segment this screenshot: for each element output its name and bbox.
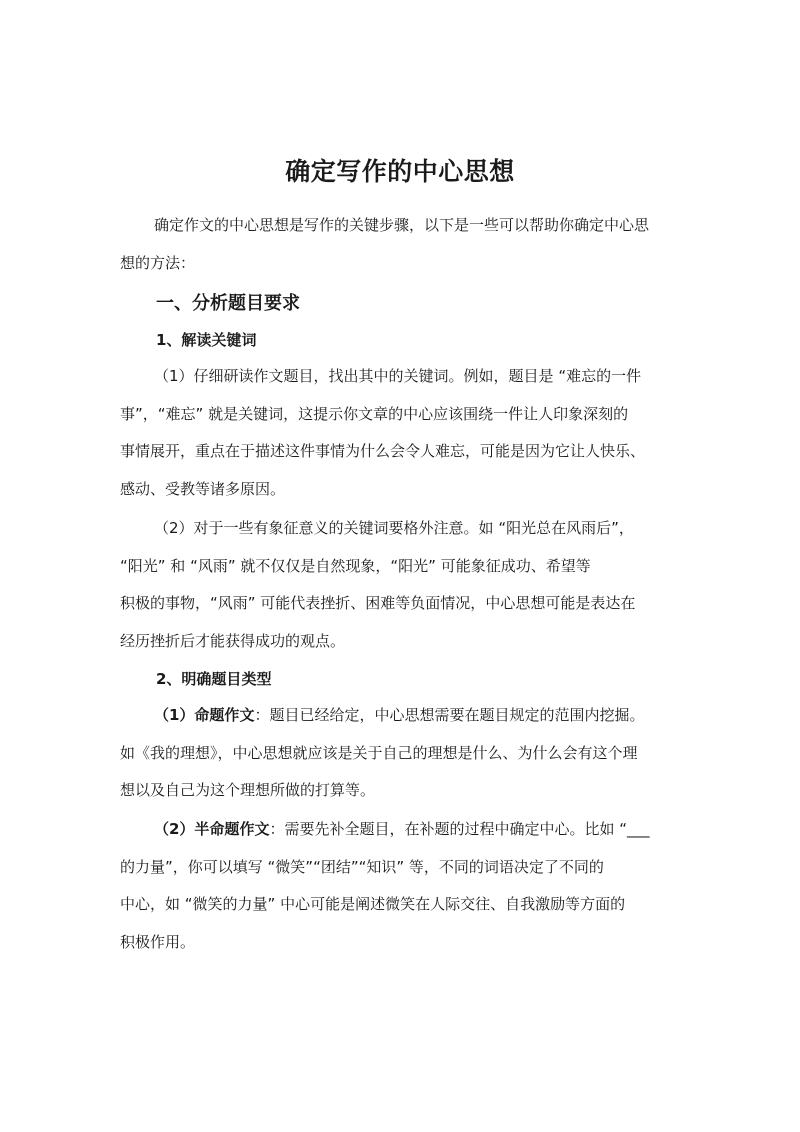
term-label: （2）半命题作文 bbox=[154, 820, 270, 838]
paragraph-line: 事情展开，重点在于描述这件事情为什么会令人难忘，可能是因为它让人快乐、 bbox=[120, 442, 646, 460]
term-label: （1）命题作文 bbox=[154, 706, 255, 724]
intro-paragraph bbox=[120, 207, 688, 282]
intro-line-2: 想的方法： bbox=[120, 253, 196, 272]
section-heading-analyze: 一、分析题目要求 bbox=[156, 293, 300, 314]
paragraph-line: 想以及自己为这个理想所做的打算等。 bbox=[120, 781, 376, 799]
paragraph-line: “阳光” 和 “风雨” 就不仅仅是自然现象，“阳光” 可能象征成功、希望等 bbox=[120, 556, 591, 575]
topic-type-paragraph-1 bbox=[120, 697, 688, 810]
keywords-paragraph-2 bbox=[120, 510, 688, 660]
paragraph-line: 感动、受教等诸多原因。 bbox=[120, 479, 286, 498]
paragraph-line: 中心，如 “微笑的力量” 中心可能是阐述微笑在人际交往、自我激励等方面的 bbox=[120, 895, 626, 913]
paragraph-line bbox=[120, 811, 688, 849]
paragraph-line: 积极作用。 bbox=[120, 932, 196, 951]
paragraph-line: 经历挫折后才能获得成功的观点。 bbox=[120, 631, 346, 650]
subsection-heading-topic-type: 2、明确题目类型 bbox=[156, 670, 272, 688]
intro-line-1: 确定作文的中心思想是写作的关键步骤，以下是一些可以帮助你确定中心思 bbox=[154, 216, 650, 234]
paragraph-line: 积极的事物，“风雨” 可能代表挫折、困难等负面情况，中心思想可能是表达在 bbox=[120, 594, 636, 612]
paragraph-text: ：需要先补全题目，在补题的过程中确定中心。比如 “___ bbox=[269, 820, 650, 838]
paragraph-text: ：题目已经给定，中心思想需要在题目规定的范围内挖掘。 bbox=[254, 706, 645, 724]
paragraph-line: （1）仔细研读作文题目，找出其中的关键词。例如，题目是 “难忘的一件 bbox=[154, 367, 642, 385]
paragraph-line: 事”，“难忘” 就是关键词，这提示你文章的中心应该围绕一件让人印象深刻的 bbox=[120, 404, 629, 423]
subsection-heading-keywords: 1、解读关键词 bbox=[156, 331, 257, 349]
paragraph-line bbox=[120, 697, 688, 735]
document-title: 确定写作的中心思想 bbox=[285, 157, 515, 186]
keywords-paragraph-1 bbox=[120, 358, 688, 508]
paragraph-line: 的力量”，你可以填写 “微笑”“团结”“知识” 等，不同的词语决定了不同的 bbox=[120, 857, 604, 876]
topic-type-paragraph-2 bbox=[120, 811, 688, 961]
paragraph-line: 如《我的理想》，中心思想就应该是关于自己的理想是什么、为什么会有这个理 bbox=[120, 743, 638, 762]
paragraph-line: （2）对于一些有象征意义的关键词要格外注意。如 “阳光总在风雨后”， bbox=[154, 519, 634, 537]
